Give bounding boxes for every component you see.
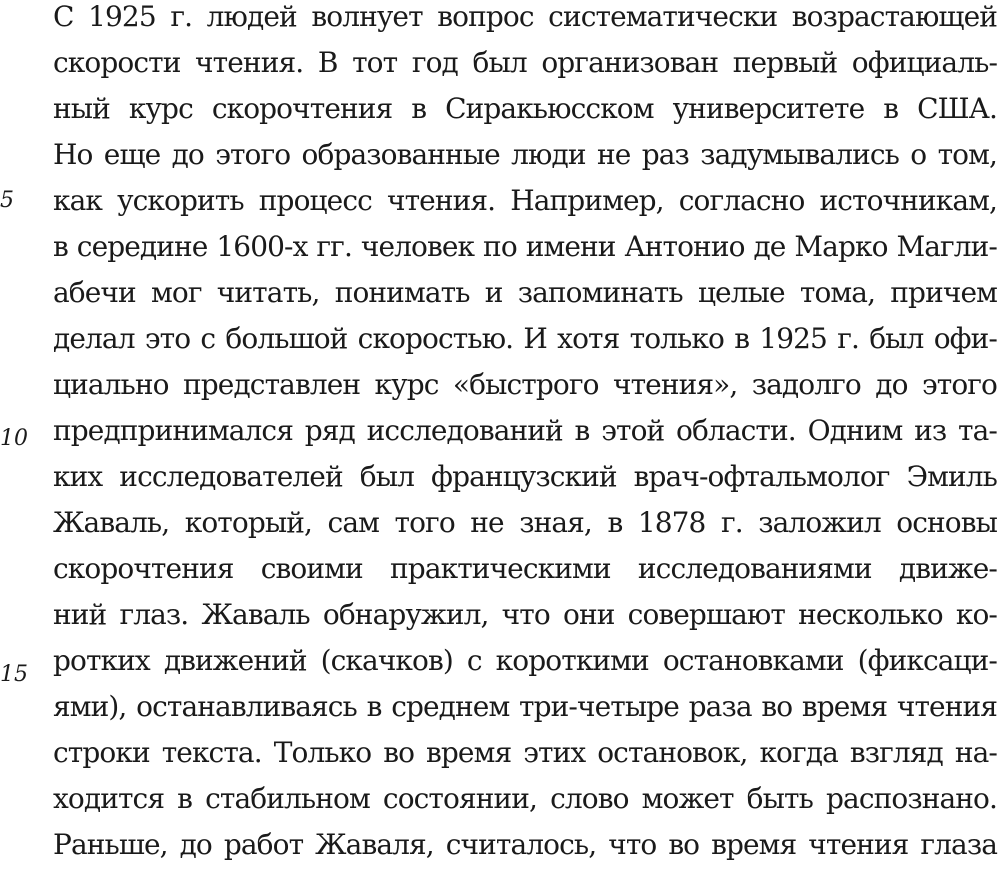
text-line-13: скорочтения своими практическими исследованиями движе- — [53, 552, 997, 585]
text-line-10: предпринимался ряд исследований в этой области. Одним из та- — [53, 414, 997, 447]
text-line-2: скорости чтения. В тот год был организован первый официаль- — [53, 46, 997, 79]
text-line-16: ями), останавливаясь в среднем три-четыре раза во время чтения — [53, 690, 997, 723]
line-number-15: 15 — [0, 662, 28, 687]
text-line-11: ких исследователей был французский врач-офтальмолог Эмиль — [53, 460, 997, 493]
text-line-14: ний глаз. Жаваль обнаружил, что они совершают несколько ко- — [53, 598, 997, 631]
text-line-6: в середине 1600-х гг. человек по имени Антонио де Марко Магли- — [53, 230, 997, 263]
text-line-12: Жаваль, который, сам того не зная, в 1878 г. заложил основы — [53, 506, 997, 539]
text-line-18: ходится в стабильном состоянии, слово может быть распознано. — [53, 782, 997, 815]
line-number-5: 5 — [0, 188, 14, 213]
line-number-10: 10 — [0, 426, 28, 451]
text-line-3: ный курс скорочтения в Сиракьюсском университете в США. — [53, 92, 997, 125]
text-line-19: Раньше, до работ Жаваля, считалось, что во время чтения глаза — [53, 828, 997, 861]
text-line-4: Но еще до этого образованные люди не раз задумывались о том, — [53, 138, 997, 171]
text-line-17: строки текста. Только во время этих остановок, когда взгляд на- — [53, 736, 997, 769]
text-line-8: делал это с большой скоростью. И хотя только в 1925 г. был офи- — [53, 322, 997, 355]
text-line-5: как ускорить процесс чтения. Например, согласно источникам, — [53, 184, 997, 217]
text-line-1: С 1925 г. людей волнует вопрос систематически возрастающей — [53, 0, 997, 33]
text-line-7: абечи мог читать, понимать и запоминать целые тома, причем — [53, 276, 997, 309]
text-line-15: ротких движений (скачков) с короткими остановками (фиксаци- — [53, 644, 997, 677]
text-line-9: циально представлен курс «быстрого чтения», задолго до этого — [53, 368, 997, 401]
